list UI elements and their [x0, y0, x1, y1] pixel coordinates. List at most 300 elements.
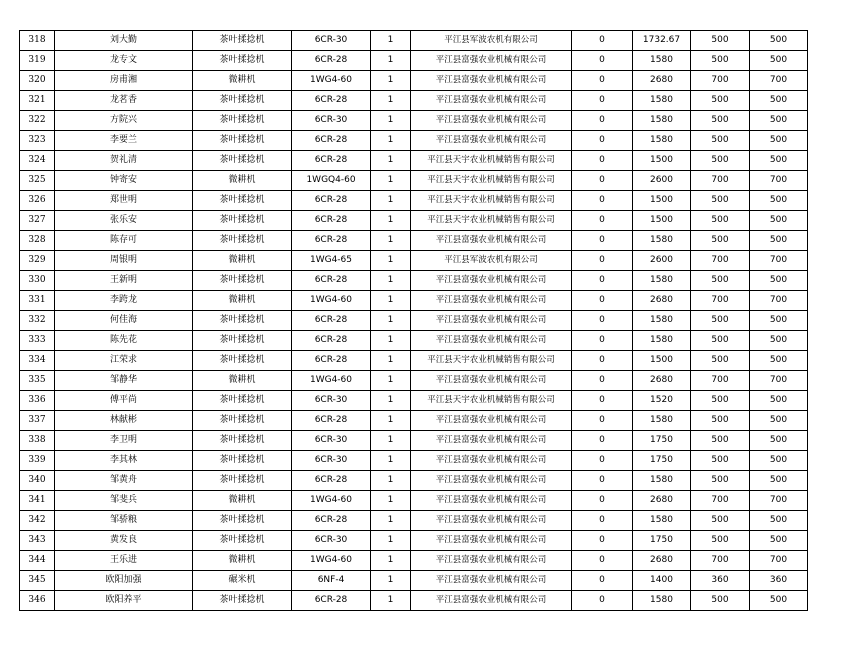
- col7-cell: 0: [572, 291, 633, 311]
- model-cell: 6CR-30: [292, 31, 371, 51]
- owner-name-cell: 李卫明: [55, 431, 193, 451]
- price-cell: 1580: [633, 311, 691, 331]
- model-cell: 6CR-28: [292, 151, 371, 171]
- owner-name-cell: 王新明: [55, 271, 193, 291]
- price-cell: 1750: [633, 431, 691, 451]
- dealer-cell: 平江县富强农业机械有限公司: [411, 91, 572, 111]
- dealer-cell: 平江县富强农业机械有限公司: [411, 271, 572, 291]
- table-row: [20, 71, 808, 91]
- col7-cell: 0: [572, 51, 633, 71]
- model-cell: 1WG4-60: [292, 71, 371, 91]
- row-index-cell: 326: [20, 191, 55, 211]
- model-cell: 6CR-28: [292, 91, 371, 111]
- table-row: [20, 51, 808, 71]
- price-cell: 2600: [633, 171, 691, 191]
- machine-type-cell: 微耕机: [193, 491, 292, 511]
- table-row: [20, 531, 808, 551]
- table-row: [20, 131, 808, 151]
- col7-cell: 0: [572, 491, 633, 511]
- owner-name-cell: 李跨龙: [55, 291, 193, 311]
- machine-type-cell: 微耕机: [193, 71, 292, 91]
- price-cell: 1580: [633, 131, 691, 151]
- dealer-cell: 平江县富强农业机械有限公司: [411, 231, 572, 251]
- col7-cell: 0: [572, 511, 633, 531]
- price-cell: 1500: [633, 191, 691, 211]
- subsidy-cell: 500: [691, 451, 750, 471]
- model-cell: 6CR-28: [292, 351, 371, 371]
- table-row: [20, 571, 808, 591]
- model-cell: 6CR-30: [292, 451, 371, 471]
- quantity-cell: 1: [371, 491, 411, 511]
- subsidy-cell: 500: [691, 331, 750, 351]
- table-row: [20, 451, 808, 471]
- model-cell: 6CR-30: [292, 531, 371, 551]
- subsidy-cell: 500: [691, 91, 750, 111]
- subsidy-cell: 500: [691, 471, 750, 491]
- dealer-cell: 平江县天宇农业机械销售有限公司: [411, 391, 572, 411]
- subsidy-cell: 500: [691, 411, 750, 431]
- model-cell: 6CR-28: [292, 511, 371, 531]
- subsidy-total-cell: 700: [750, 551, 808, 571]
- price-cell: 1500: [633, 151, 691, 171]
- quantity-cell: 1: [371, 31, 411, 51]
- price-cell: 1580: [633, 51, 691, 71]
- subsidy-cell: 700: [691, 291, 750, 311]
- row-index-cell: 320: [20, 71, 55, 91]
- owner-name-cell: 李其林: [55, 451, 193, 471]
- row-index-cell: 324: [20, 151, 55, 171]
- col7-cell: 0: [572, 91, 633, 111]
- machine-type-cell: 茶叶揉捻机: [193, 511, 292, 531]
- subsidy-cell: 500: [691, 111, 750, 131]
- model-cell: 6CR-28: [292, 331, 371, 351]
- row-index-cell: 339: [20, 451, 55, 471]
- col7-cell: 0: [572, 371, 633, 391]
- subsidy-table: [19, 30, 808, 611]
- subsidy-cell: 500: [691, 191, 750, 211]
- subsidy-total-cell: 700: [750, 291, 808, 311]
- quantity-cell: 1: [371, 151, 411, 171]
- dealer-cell: 平江县富强农业机械有限公司: [411, 371, 572, 391]
- subsidy-cell: 500: [691, 351, 750, 371]
- col7-cell: 0: [572, 471, 633, 491]
- owner-name-cell: 王乐进: [55, 551, 193, 571]
- quantity-cell: 1: [371, 351, 411, 371]
- quantity-cell: 1: [371, 431, 411, 451]
- quantity-cell: 1: [371, 191, 411, 211]
- subsidy-total-cell: 360: [750, 571, 808, 591]
- dealer-cell: 平江县富强农业机械有限公司: [411, 51, 572, 71]
- machine-type-cell: 茶叶揉捻机: [193, 91, 292, 111]
- row-index-cell: 325: [20, 171, 55, 191]
- col7-cell: 0: [572, 131, 633, 151]
- col7-cell: 0: [572, 551, 633, 571]
- subsidy-total-cell: 700: [750, 251, 808, 271]
- quantity-cell: 1: [371, 211, 411, 231]
- model-cell: 6CR-30: [292, 391, 371, 411]
- owner-name-cell: 张乐安: [55, 211, 193, 231]
- subsidy-cell: 700: [691, 251, 750, 271]
- subsidy-cell: 500: [691, 231, 750, 251]
- dealer-cell: 平江县军波农机有限公司: [411, 251, 572, 271]
- dealer-cell: 平江县富强农业机械有限公司: [411, 311, 572, 331]
- quantity-cell: 1: [371, 331, 411, 351]
- machine-type-cell: 微耕机: [193, 171, 292, 191]
- subsidy-total-cell: 500: [750, 471, 808, 491]
- row-index-cell: 342: [20, 511, 55, 531]
- quantity-cell: 1: [371, 571, 411, 591]
- subsidy-total-cell: 500: [750, 211, 808, 231]
- table-row: [20, 211, 808, 231]
- subsidy-cell: 500: [691, 311, 750, 331]
- subsidy-total-cell: 500: [750, 591, 808, 611]
- subsidy-total-cell: 700: [750, 371, 808, 391]
- dealer-cell: 平江县天宇农业机械销售有限公司: [411, 171, 572, 191]
- dealer-cell: 平江县天宇农业机械销售有限公司: [411, 211, 572, 231]
- subsidy-cell: 700: [691, 71, 750, 91]
- subsidy-total-cell: 500: [750, 51, 808, 71]
- price-cell: 2600: [633, 251, 691, 271]
- quantity-cell: 1: [371, 131, 411, 151]
- dealer-cell: 平江县富强农业机械有限公司: [411, 291, 572, 311]
- dealer-cell: 平江县天宇农业机械销售有限公司: [411, 351, 572, 371]
- model-cell: 6CR-28: [292, 191, 371, 211]
- table-row: [20, 511, 808, 531]
- owner-name-cell: 邹黄舟: [55, 471, 193, 491]
- price-cell: 2680: [633, 291, 691, 311]
- quantity-cell: 1: [371, 91, 411, 111]
- price-cell: 1580: [633, 471, 691, 491]
- quantity-cell: 1: [371, 111, 411, 131]
- owner-name-cell: 林献彬: [55, 411, 193, 431]
- col7-cell: 0: [572, 231, 633, 251]
- row-index-cell: 323: [20, 131, 55, 151]
- row-index-cell: 321: [20, 91, 55, 111]
- quantity-cell: 1: [371, 471, 411, 491]
- col7-cell: 0: [572, 571, 633, 591]
- quantity-cell: 1: [371, 291, 411, 311]
- model-cell: 6CR-30: [292, 111, 371, 131]
- price-cell: 2680: [633, 371, 691, 391]
- dealer-cell: 平江县天宇农业机械销售有限公司: [411, 151, 572, 171]
- row-index-cell: 329: [20, 251, 55, 271]
- machine-type-cell: 茶叶揉捻机: [193, 271, 292, 291]
- row-index-cell: 332: [20, 311, 55, 331]
- dealer-cell: 平江县富强农业机械有限公司: [411, 111, 572, 131]
- quantity-cell: 1: [371, 531, 411, 551]
- table-row: [20, 231, 808, 251]
- owner-name-cell: 贺礼清: [55, 151, 193, 171]
- machine-type-cell: 碾米机: [193, 571, 292, 591]
- machine-type-cell: 茶叶揉捻机: [193, 471, 292, 491]
- col7-cell: 0: [572, 531, 633, 551]
- price-cell: 1500: [633, 211, 691, 231]
- subsidy-cell: 700: [691, 371, 750, 391]
- price-cell: 1500: [633, 351, 691, 371]
- subsidy-cell: 500: [691, 51, 750, 71]
- subsidy-total-cell: 500: [750, 31, 808, 51]
- subsidy-cell: 500: [691, 211, 750, 231]
- table-row: [20, 291, 808, 311]
- quantity-cell: 1: [371, 231, 411, 251]
- table-row: [20, 271, 808, 291]
- table-row: [20, 111, 808, 131]
- table-row: [20, 471, 808, 491]
- quantity-cell: 1: [371, 371, 411, 391]
- owner-name-cell: 陈存可: [55, 231, 193, 251]
- owner-name-cell: 龙茗香: [55, 91, 193, 111]
- quantity-cell: 1: [371, 591, 411, 611]
- row-index-cell: 338: [20, 431, 55, 451]
- owner-name-cell: 欧阳加强: [55, 571, 193, 591]
- col7-cell: 0: [572, 411, 633, 431]
- machine-type-cell: 微耕机: [193, 371, 292, 391]
- subsidy-total-cell: 700: [750, 71, 808, 91]
- price-cell: 2680: [633, 551, 691, 571]
- price-cell: 1750: [633, 531, 691, 551]
- col7-cell: 0: [572, 351, 633, 371]
- table-row: [20, 371, 808, 391]
- row-index-cell: 333: [20, 331, 55, 351]
- subsidy-cell: 500: [691, 431, 750, 451]
- price-cell: 1580: [633, 271, 691, 291]
- subsidy-total-cell: 500: [750, 531, 808, 551]
- quantity-cell: 1: [371, 511, 411, 531]
- subsidy-total-cell: 500: [750, 511, 808, 531]
- price-cell: 1732.67: [633, 31, 691, 51]
- col7-cell: 0: [572, 331, 633, 351]
- machine-type-cell: 茶叶揉捻机: [193, 191, 292, 211]
- subsidy-total-cell: 500: [750, 271, 808, 291]
- price-cell: 1400: [633, 571, 691, 591]
- machine-type-cell: 茶叶揉捻机: [193, 411, 292, 431]
- model-cell: 6CR-28: [292, 231, 371, 251]
- subsidy-total-cell: 500: [750, 151, 808, 171]
- subsidy-cell: 700: [691, 491, 750, 511]
- subsidy-cell: 360: [691, 571, 750, 591]
- row-index-cell: 322: [20, 111, 55, 131]
- model-cell: 1WG4-60: [292, 491, 371, 511]
- table-row: [20, 591, 808, 611]
- quantity-cell: 1: [371, 51, 411, 71]
- model-cell: 1WG4-60: [292, 551, 371, 571]
- owner-name-cell: 欧阳养平: [55, 591, 193, 611]
- dealer-cell: 平江县富强农业机械有限公司: [411, 531, 572, 551]
- quantity-cell: 1: [371, 551, 411, 571]
- subsidy-total-cell: 700: [750, 491, 808, 511]
- owner-name-cell: 江荣求: [55, 351, 193, 371]
- subsidy-total-cell: 500: [750, 191, 808, 211]
- table-row: [20, 391, 808, 411]
- owner-name-cell: 邹骄粮: [55, 511, 193, 531]
- col7-cell: 0: [572, 591, 633, 611]
- quantity-cell: 1: [371, 171, 411, 191]
- dealer-cell: 平江县军波农机有限公司: [411, 31, 572, 51]
- col7-cell: 0: [572, 311, 633, 331]
- owner-name-cell: 邹斐兵: [55, 491, 193, 511]
- machine-type-cell: 茶叶揉捻机: [193, 531, 292, 551]
- machine-type-cell: 茶叶揉捻机: [193, 331, 292, 351]
- table-row: [20, 251, 808, 271]
- price-cell: 1750: [633, 451, 691, 471]
- model-cell: 6NF-4: [292, 571, 371, 591]
- model-cell: 6CR-28: [292, 271, 371, 291]
- subsidy-total-cell: 500: [750, 391, 808, 411]
- subsidy-total-cell: 700: [750, 171, 808, 191]
- quantity-cell: 1: [371, 71, 411, 91]
- subsidy-cell: 700: [691, 171, 750, 191]
- row-index-cell: 344: [20, 551, 55, 571]
- table-body: [20, 31, 808, 611]
- row-index-cell: 328: [20, 231, 55, 251]
- dealer-cell: 平江县富强农业机械有限公司: [411, 431, 572, 451]
- price-cell: 1580: [633, 231, 691, 251]
- quantity-cell: 1: [371, 251, 411, 271]
- owner-name-cell: 邹静华: [55, 371, 193, 391]
- quantity-cell: 1: [371, 391, 411, 411]
- model-cell: 1WG4-65: [292, 251, 371, 271]
- model-cell: 1WG4-60: [292, 371, 371, 391]
- row-index-cell: 337: [20, 411, 55, 431]
- dealer-cell: 平江县富强农业机械有限公司: [411, 411, 572, 431]
- subsidy-total-cell: 500: [750, 131, 808, 151]
- table-row: [20, 411, 808, 431]
- subsidy-total-cell: 500: [750, 331, 808, 351]
- row-index-cell: 346: [20, 591, 55, 611]
- owner-name-cell: 李要兰: [55, 131, 193, 151]
- row-index-cell: 334: [20, 351, 55, 371]
- dealer-cell: 平江县富强农业机械有限公司: [411, 471, 572, 491]
- col7-cell: 0: [572, 71, 633, 91]
- quantity-cell: 1: [371, 271, 411, 291]
- col7-cell: 0: [572, 151, 633, 171]
- row-index-cell: 335: [20, 371, 55, 391]
- owner-name-cell: 周银明: [55, 251, 193, 271]
- price-cell: 1580: [633, 511, 691, 531]
- subsidy-total-cell: 500: [750, 311, 808, 331]
- model-cell: 6CR-28: [292, 471, 371, 491]
- row-index-cell: 336: [20, 391, 55, 411]
- subsidy-total-cell: 500: [750, 431, 808, 451]
- machine-type-cell: 茶叶揉捻机: [193, 391, 292, 411]
- owner-name-cell: 黄发良: [55, 531, 193, 551]
- col7-cell: 0: [572, 211, 633, 231]
- dealer-cell: 平江县富强农业机械有限公司: [411, 451, 572, 471]
- col7-cell: 0: [572, 31, 633, 51]
- subsidy-total-cell: 500: [750, 351, 808, 371]
- machine-type-cell: 茶叶揉捻机: [193, 31, 292, 51]
- col7-cell: 0: [572, 271, 633, 291]
- dealer-cell: 平江县富强农业机械有限公司: [411, 331, 572, 351]
- machine-type-cell: 茶叶揉捻机: [193, 431, 292, 451]
- machine-type-cell: 茶叶揉捻机: [193, 51, 292, 71]
- subsidy-total-cell: 500: [750, 91, 808, 111]
- machine-type-cell: 微耕机: [193, 291, 292, 311]
- machine-type-cell: 茶叶揉捻机: [193, 591, 292, 611]
- table-row: [20, 171, 808, 191]
- model-cell: 6CR-28: [292, 311, 371, 331]
- table-row: [20, 351, 808, 371]
- price-cell: 1580: [633, 591, 691, 611]
- subsidy-cell: 500: [691, 391, 750, 411]
- price-cell: 2680: [633, 71, 691, 91]
- row-index-cell: 330: [20, 271, 55, 291]
- model-cell: 6CR-28: [292, 411, 371, 431]
- machine-type-cell: 微耕机: [193, 551, 292, 571]
- price-cell: 1520: [633, 391, 691, 411]
- model-cell: 6CR-28: [292, 131, 371, 151]
- machine-type-cell: 茶叶揉捻机: [193, 451, 292, 471]
- subsidy-cell: 700: [691, 551, 750, 571]
- row-index-cell: 345: [20, 571, 55, 591]
- machine-type-cell: 微耕机: [193, 251, 292, 271]
- table-row: [20, 331, 808, 351]
- subsidy-cell: 500: [691, 151, 750, 171]
- dealer-cell: 平江县富强农业机械有限公司: [411, 591, 572, 611]
- table-row: [20, 91, 808, 111]
- owner-name-cell: 房甫湘: [55, 71, 193, 91]
- row-index-cell: 331: [20, 291, 55, 311]
- row-index-cell: 343: [20, 531, 55, 551]
- machine-type-cell: 茶叶揉捻机: [193, 131, 292, 151]
- owner-name-cell: 郑世明: [55, 191, 193, 211]
- row-index-cell: 318: [20, 31, 55, 51]
- subsidy-cell: 500: [691, 591, 750, 611]
- dealer-cell: 平江县富强农业机械有限公司: [411, 491, 572, 511]
- owner-name-cell: 何佳海: [55, 311, 193, 331]
- row-index-cell: 341: [20, 491, 55, 511]
- row-index-cell: 340: [20, 471, 55, 491]
- col7-cell: 0: [572, 171, 633, 191]
- table-row: [20, 311, 808, 331]
- subsidy-cell: 500: [691, 531, 750, 551]
- subsidy-total-cell: 500: [750, 451, 808, 471]
- dealer-cell: 平江县富强农业机械有限公司: [411, 71, 572, 91]
- table-row: [20, 151, 808, 171]
- owner-name-cell: 陈先花: [55, 331, 193, 351]
- dealer-cell: 平江县天宇农业机械销售有限公司: [411, 191, 572, 211]
- dealer-cell: 平江县富强农业机械有限公司: [411, 551, 572, 571]
- subsidy-cell: 500: [691, 271, 750, 291]
- machine-type-cell: 茶叶揉捻机: [193, 151, 292, 171]
- model-cell: 6CR-28: [292, 211, 371, 231]
- machine-type-cell: 茶叶揉捻机: [193, 311, 292, 331]
- subsidy-cell: 500: [691, 131, 750, 151]
- col7-cell: 0: [572, 451, 633, 471]
- price-cell: 2680: [633, 491, 691, 511]
- col7-cell: 0: [572, 191, 633, 211]
- quantity-cell: 1: [371, 451, 411, 471]
- table-row: [20, 31, 808, 51]
- price-cell: 1580: [633, 111, 691, 131]
- price-cell: 1580: [633, 331, 691, 351]
- owner-name-cell: 刘大勤: [55, 31, 193, 51]
- dealer-cell: 平江县富强农业机械有限公司: [411, 571, 572, 591]
- col7-cell: 0: [572, 251, 633, 271]
- col7-cell: 0: [572, 391, 633, 411]
- row-index-cell: 327: [20, 211, 55, 231]
- row-index-cell: 319: [20, 51, 55, 71]
- owner-name-cell: 钟寄安: [55, 171, 193, 191]
- subsidy-total-cell: 500: [750, 111, 808, 131]
- table-row: [20, 491, 808, 511]
- table-row: [20, 551, 808, 571]
- owner-name-cell: 方院兴: [55, 111, 193, 131]
- machine-type-cell: 茶叶揉捻机: [193, 211, 292, 231]
- col7-cell: 0: [572, 111, 633, 131]
- model-cell: 1WG4-60: [292, 291, 371, 311]
- dealer-cell: 平江县富强农业机械有限公司: [411, 131, 572, 151]
